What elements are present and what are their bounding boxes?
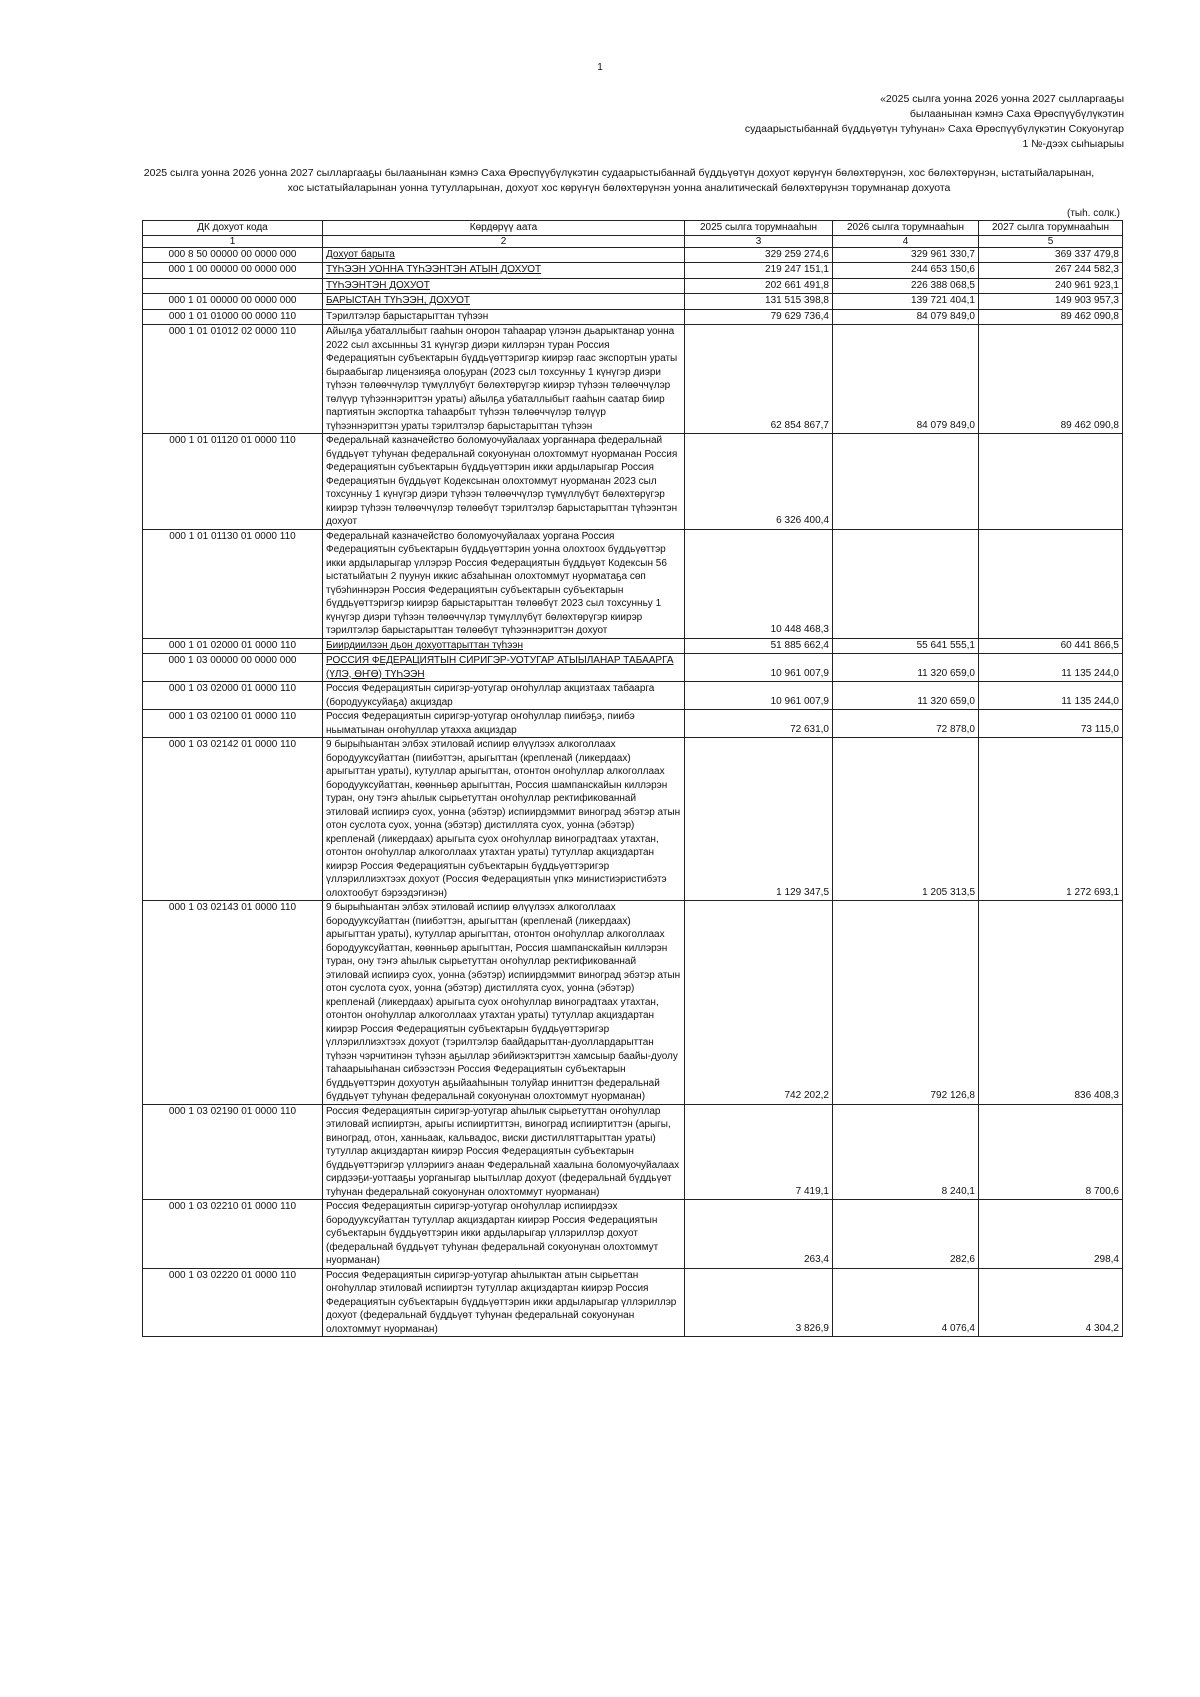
page-number: 1: [597, 62, 603, 73]
row-code: 000 1 03 02220 01 0000 110: [143, 1268, 323, 1337]
row-code: 000 1 01 01000 00 0000 110: [143, 309, 323, 325]
appendix-note: [604, 92, 1124, 152]
table-row: [143, 738, 1123, 901]
header-code: ДК дохуот кода: [143, 221, 323, 236]
value-2027: 369 337 479,8: [979, 247, 1123, 263]
row-code: 000 1 01 00000 00 0000 000: [143, 294, 323, 310]
row-name: Тэрилтэлэр барыстарыттан түһээн: [323, 309, 685, 325]
value-2026: 72 878,0: [833, 710, 979, 738]
value-2026: 329 961 330,7: [833, 247, 979, 263]
value-2025: 7 419,1: [685, 1104, 833, 1200]
value-2025: 6 326 400,4: [685, 434, 833, 530]
value-2027: 11 135 244,0: [979, 654, 1123, 682]
value-2026: [833, 529, 979, 638]
value-2025: 62 854 867,7: [685, 325, 833, 434]
value-2025: 72 631,0: [685, 710, 833, 738]
value-2027: 240 961 923,1: [979, 278, 1123, 294]
value-2027: 89 462 090,8: [979, 309, 1123, 325]
table-row: [143, 710, 1123, 738]
table-row: [143, 654, 1123, 682]
value-2025: 202 661 491,8: [685, 278, 833, 294]
table-row: [143, 247, 1123, 263]
table-row: [143, 638, 1123, 654]
row-code: 000 1 03 02100 01 0000 110: [143, 710, 323, 738]
value-2027: 836 408,3: [979, 901, 1123, 1105]
document-title: 2025 сылга уонна 2026 уонна 2027 сылларгааҕы былаанынан кэмнэ Саха Өрөспүүбүлүкэтин судаарыстыбаннай бүддьүөтүн дохуот көрүҥүн бөлөхтөрүнэн, хос бөлөхтөрүнэн, ыстатыйаларынан, хос ыстатыйаларынан уонна тутулларынан, дохуот хос көрүҥүн бөлөхтөрүнэн уонна аналитическай бөлөхтөрүнэн торумнанар дохуота: [143, 167, 1095, 194]
value-2026: 84 079 849,0: [833, 309, 979, 325]
row-name: 9 бырыһыантан элбэх этиловай испиир өлүүлээх алкоголлаах бородууксуйаттан (пиибэттэн, арыгыттан (крепленай (ликердаах) арыгыттан ураты), кутуллар арыгыттан, отонтон оҥоһуллар алкоголлаах бородууксуйаттан, көөнньөр арыгыттан, Россия шампанскайын киллэрэн туран, ону тэҥэ аһылык сырьетуттан оҥоһуллар ректификованнай этиловай испиирэ суох, уонна (эбэтэр) испиирдэммит виноград эбэтэр атын отон суслота суох, уонна (эбэтэр) дистиллята суох, уонна (эбэтэр) крепленай (ликердаах) арыгыта суох оҥоһуллар виноградтаах утахтан, отонтон оҥоһуллар алкоголлаах утахтан ураты) тутуллар акциздартан киирэр Россия Федерациятын субъектарын бүддьүөттэригэр үллэриллиэхтээх дохуот (тэрилтэлэр баайдарыттан-дуоллардарыттан түһээн чэрчитинэн түһээн аҕыллар эбийиэктэриттэн хамсыыр баайы-дуолу таһаарыыһанан сибээстээн Россия Федерациятын субъектарын бүддьүөттэрин дохуотун аҕыйааһынын толуйар инниттэн федеральнай бүддьүөт туһунан федеральнай сокуонунан олохтоммут нуорманан): [323, 901, 685, 1105]
column-index: 5: [979, 235, 1123, 247]
row-name: Россия Федерациятын сиригэр-уотугар оҥоһуллар испиирдээх бородууксуйаттан тутуллар акциздартан киирэр Россия Федерациятын субъектарын бүддьүөттэрин икки ардыларыгар үллэриллэр дохуот (федеральнай бүддьүөт туһунан федеральнай сокуонунан олохтоммут нуорманан): [323, 1200, 685, 1269]
appendix-line: былаанынан кэмнэ Саха Өрөспүүбүлүкэтин: [909, 108, 1124, 120]
value-2026: 792 126,8: [833, 901, 979, 1105]
value-2025: 263,4: [685, 1200, 833, 1269]
row-code: 000 1 03 02190 01 0000 110: [143, 1104, 323, 1200]
value-2027: 73 115,0: [979, 710, 1123, 738]
header-2026: 2026 сылга торумнааһын: [833, 221, 979, 236]
value-2025: 10 961 007,9: [685, 682, 833, 710]
row-code: 000 1 03 02143 01 0000 110: [143, 901, 323, 1105]
table-row: [143, 529, 1123, 638]
value-2027: 4 304,2: [979, 1268, 1123, 1337]
value-2026: 282,6: [833, 1200, 979, 1269]
value-2026: [833, 434, 979, 530]
row-name: ТҮҺЭЭН УОННА ТҮҺЭЭНТЭН АТЫН ДОХУОТ: [323, 263, 685, 279]
header-2025: 2025 сылга торумнааһын: [685, 221, 833, 236]
value-2026: 4 076,4: [833, 1268, 979, 1337]
row-code: 000 8 50 00000 00 0000 000: [143, 247, 323, 263]
value-2026: 11 320 659,0: [833, 654, 979, 682]
value-2027: 89 462 090,8: [979, 325, 1123, 434]
row-code: 000 1 03 02142 01 0000 110: [143, 738, 323, 901]
value-2025: 219 247 151,1: [685, 263, 833, 279]
header-name: Көрдөрүү аата: [323, 221, 685, 236]
value-2025: 10 961 007,9: [685, 654, 833, 682]
value-2025: 1 129 347,5: [685, 738, 833, 901]
table-row: [143, 682, 1123, 710]
value-2027: [979, 529, 1123, 638]
value-2025: 329 259 274,6: [685, 247, 833, 263]
row-name: 9 бырыһыантан элбэх этиловай испиир өлүүлээх алкоголлаах бородууксуйаттан (пиибэттэн, арыгыттан (крепленай (ликердаах) арыгыттан ураты), кутуллар арыгыттан, отонтон оҥоһуллар алкоголлаах бородууксуйаттан, көөнньөр арыгыттан, Россия шампанскайын киллэрэн туран, ону тэҥэ аһылык сырьетуттан оҥоһуллар ректификованнай этиловай испиирэ суох, уонна (эбэтэр) испиирдэммит виноград эбэтэр атын отон суслота суох, уонна (эбэтэр) дистиллята суох, уонна (эбэтэр) крепленай (ликердаах) арыгыта суох оҥоһуллар виноградтаах утахтан, отонтон оҥоһуллар алкоголлаах утахтан ураты) тутуллар акциздартан киирэр Россия Федерациятын субъектарын бүддьүөттэригэр үллэриллиэхтээх дохуот (Россия Федерациятын үпкэ министиэристибэтэ олохтообут бэрээдэгинэн): [323, 738, 685, 901]
value-2025: 742 202,2: [685, 901, 833, 1105]
row-code: 000 1 03 00000 00 0000 000: [143, 654, 323, 682]
value-2026: 84 079 849,0: [833, 325, 979, 434]
value-2025: 131 515 398,8: [685, 294, 833, 310]
row-name: Федеральнай казначейство боломуочуйалаах уорганнара федеральнай бүддьүөт туһунан федеральнай сокуонунан олохтоммут нуорманан Россия Федерациятын субъектарын бүддьүөттэрин икки ардыларыгар Россия Федерациятын бүддьүөт Кодексынан олохтоммут нуорманан 2023 сыл тохсунньу 1 күнүгэр диэри түһээн төлөөччүлэр түмүллүбүт бөлөхтөрүгэр киирэр түһээн төлөөччүлэр төлөөбүт тэрилтэлэр барыстарыттан түһээнтэн дохуот: [323, 434, 685, 530]
row-code: 000 1 01 01130 01 0000 110: [143, 529, 323, 638]
value-2026: 1 205 313,5: [833, 738, 979, 901]
table-row: [143, 1200, 1123, 1269]
table-row: [143, 1104, 1123, 1200]
value-2027: 298,4: [979, 1200, 1123, 1269]
value-2026: 8 240,1: [833, 1104, 979, 1200]
row-code: [143, 278, 323, 294]
value-2026: 244 653 150,6: [833, 263, 979, 279]
revenue-table: [142, 220, 1123, 1337]
row-name: Россия Федерациятын сиригэр-уотугар оҥоһуллар пиибэҕэ, пиибэ ньыматынан оҥоһуллар утахха акциздар: [323, 710, 685, 738]
table-row: [143, 325, 1123, 434]
row-name: Россия Федерациятын сиригэр-уотугар аһылык сырьетуттан оҥоһуллар этиловай испииртэн, арыгы испииртиттэн, виноград испииртиттэн (арыгы, виноград, отон, ханньаак, кальвадос, виски дистилляттарыттан ураты) тутуллар акциздартан киирэр Россия Федерациятын субъектарын бүддьүөттэригэр үллэриигэ анаан Федеральнай хаалына боломуочуйалаах сирдээҕи-уоттааҕы уорганыгар ыытыллар дохуот (федеральнай бүддьүөт туһунан федеральнай сокуонунан олохтоммут нуорманан): [323, 1104, 685, 1200]
column-index: 3: [685, 235, 833, 247]
table-row: [143, 278, 1123, 294]
row-name: Биирдиилээн дьон дохуоттарыттан түһээн: [323, 638, 685, 654]
row-name: Дохуот барыта: [323, 247, 685, 263]
row-code: 000 1 03 02000 01 0000 110: [143, 682, 323, 710]
row-code: 000 1 03 02210 01 0000 110: [143, 1200, 323, 1269]
header-2027: 2027 сылга торумнааһын: [979, 221, 1123, 236]
value-2025: 51 885 662,4: [685, 638, 833, 654]
row-name: Федеральнай казначейство боломуочуйалаах уоргана Россия Федерациятын субъектарын бүддьүөттэрин уонна олохтоох бүддьүөттэр икки ардыларыгар үллэрэр Россия Федерациятын бүддьүөт Кодексын 56 ыстатыйатын 2 пуунун иккис абзаһынан олохтоммут нуорматаҕа сөп түбэһиннэрэн Россия Федерациятын субъектарын субъектарын бүддьүөттэригэр киирэр барыстарыттан төлөөбүт 2023 сыл тохсунньу 1 күнүгэр диэри түһээн төлөөччүлэр түмүллүбүт бөлөхтөрүгэр киирэр тэрилтэлэр барыстарыттан төлөөбүт түһээннэриттэн дохуот: [323, 529, 685, 638]
value-2027: 60 441 866,5: [979, 638, 1123, 654]
row-name: Айылҕа убаталлыбыт гааһын оҥорон таһаарар үлэнэн дьарыктанар уонна 2022 сыл ахсынньы 31 күнүгэр диэри киллэрэн туран Россия Федерациятын субъектарын бүддьүөттэригэр киирэр гаас экспортын ураты быраабыгар лицензияҕа олоҕуран (2023 сыл тохсунньу 1 күнүгэр диэри түһээн төлөөччүлэр түмүллүбүт бөлөхтөрүгэр киирэр түһээн төлөөччүлэр төлүүр түһээннэриттэн ураты) айылҕа убаталлыбыт гааһын саатар биир партиятын экспортка таһаарбыт түһээн төлөөччүлэр төлүүр түһээннэриттэн ураты тэрилтэлэр барыстарыттан түһээн: [323, 325, 685, 434]
value-2027: 267 244 582,3: [979, 263, 1123, 279]
units-label: (тыһ. солк.): [1067, 208, 1120, 219]
value-2027: [979, 434, 1123, 530]
value-2025: 79 629 736,4: [685, 309, 833, 325]
value-2027: 8 700,6: [979, 1104, 1123, 1200]
row-name: РОССИЯ ФЕДЕРАЦИЯТЫН СИРИГЭР-УОТУГАР АТЫЫЛАНАР ТАБААРГА (ҮЛЭ, ӨҤӨ) ТҮҺЭЭН: [323, 654, 685, 682]
value-2025: 10 448 468,3: [685, 529, 833, 638]
row-name: БАРЫСТАН ТҮҺЭЭН, ДОХУОТ: [323, 294, 685, 310]
row-code: 000 1 01 01012 02 0000 110: [143, 325, 323, 434]
table-row: [143, 294, 1123, 310]
row-name: Россия Федерациятын сиригэр-уотугар аһылыктан атын сырьеттан оҥоһуллар этиловай испииртэн тутуллар акциздартан киирэр Россия Федерациятын субъектарын бүддьүөттэрин икки ардыларыгар үллэриллэр дохуот (федеральнай бүддьүөт туһунан федеральнай сокуонунан олохтоммут нуорманан): [323, 1268, 685, 1337]
value-2026: 55 641 555,1: [833, 638, 979, 654]
value-2025: 3 826,9: [685, 1268, 833, 1337]
column-index: 1: [143, 235, 323, 247]
column-index: 4: [833, 235, 979, 247]
value-2026: 226 388 068,5: [833, 278, 979, 294]
value-2026: 139 721 404,1: [833, 294, 979, 310]
row-name: Россия Федерациятын сиригэр-уотугар оҥоһуллар акцизтаах табаарга (бородууксуйаҕа) акциздар: [323, 682, 685, 710]
table-row: [143, 1268, 1123, 1337]
row-code: 000 1 01 01120 01 0000 110: [143, 434, 323, 530]
appendix-line: судаарыстыбаннай бүддьүөтүн туһунан» Саха Өрөспүүбүлүкэтин Сокуонугар: [744, 123, 1124, 135]
table-row: [143, 263, 1123, 279]
value-2027: 1 272 693,1: [979, 738, 1123, 901]
table-row: [143, 901, 1123, 1105]
appendix-line: «2025 сылга уонна 2026 уонна 2027 сылларгааҕы: [880, 93, 1124, 105]
row-code: 000 1 01 02000 01 0000 110: [143, 638, 323, 654]
table-row: [143, 434, 1123, 530]
table-row: [143, 309, 1123, 325]
row-name: ТҮҺЭЭНТЭН ДОХУОТ: [323, 278, 685, 294]
row-code: 000 1 00 00000 00 0000 000: [143, 263, 323, 279]
value-2026: 11 320 659,0: [833, 682, 979, 710]
column-index: 2: [323, 235, 685, 247]
value-2027: 149 903 957,3: [979, 294, 1123, 310]
appendix-line: 1 №-дээх сыһыарыы: [1022, 138, 1124, 150]
value-2027: 11 135 244,0: [979, 682, 1123, 710]
